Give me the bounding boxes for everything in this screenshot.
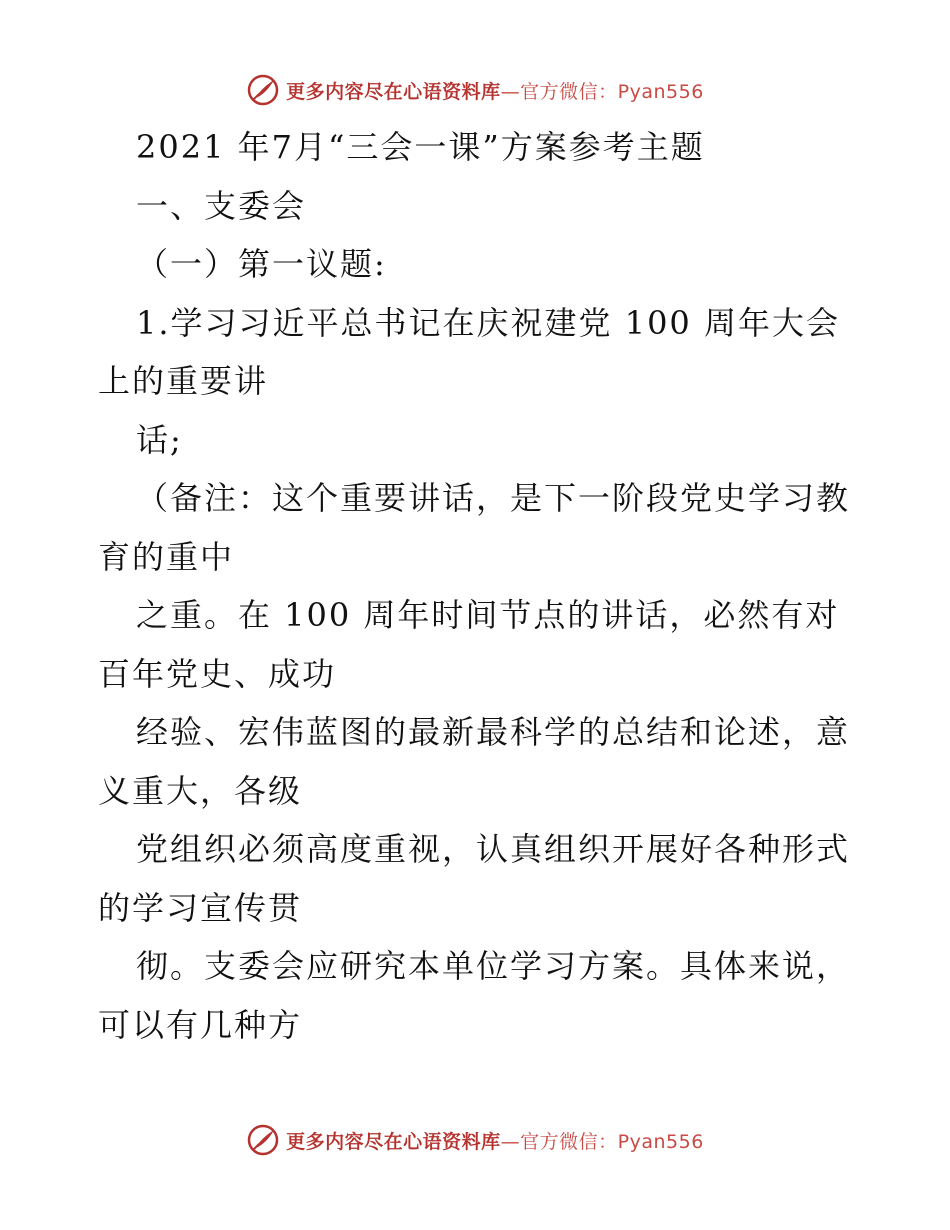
paragraph-line: 党组织必须高度重视，认真组织开展好各种形式: [136, 830, 851, 868]
paragraph-line: 话;: [136, 420, 183, 459]
header-banner-text: 更多内容尽在心语资料库—官方微信：Pyan556: [286, 80, 704, 103]
feather-quill-logo-icon: [246, 73, 280, 107]
footer-banner-text: 更多内容尽在心语资料库—官方微信：Pyan556: [286, 1130, 704, 1153]
section-heading: 一、支委会: [136, 186, 307, 225]
feather-quill-logo-icon: [246, 1123, 280, 1157]
doc-title: 2021 年7月“三会一课”方案参考主题: [136, 128, 705, 166]
footer-watermark-banner: [0, 1120, 950, 1160]
subsection-heading: （一）第一议题:: [136, 245, 387, 283]
paragraph-line: 上的重要讲: [98, 362, 269, 400]
paragraph-line: 百年党史、成功: [98, 654, 337, 693]
header-watermark-banner: [0, 70, 950, 110]
paragraph-line: 义重大，各级: [98, 771, 303, 810]
paragraph-line: 可以有几种方: [98, 1005, 303, 1044]
paragraph-line: 1.学习习近平总书记在庆祝建党 100 周年大会: [136, 303, 840, 342]
paragraph-line: （备注：这个重要讲话，是下一阶段党史学习教: [136, 479, 851, 517]
paragraph-line: 经验、宏伟蓝图的最新最科学的总结和论述，意: [136, 713, 851, 751]
paragraph-line: 育的重中: [98, 537, 235, 576]
paragraph-line: 的学习宣传贯: [98, 888, 303, 927]
paragraph-line: 彻。支委会应研究本单位学习方案。具体来说，: [136, 947, 851, 985]
paragraph-line: 之重。在 100 周年时间节点的讲话，必然有对: [136, 596, 840, 634]
document-body: [98, 118, 868, 1054]
